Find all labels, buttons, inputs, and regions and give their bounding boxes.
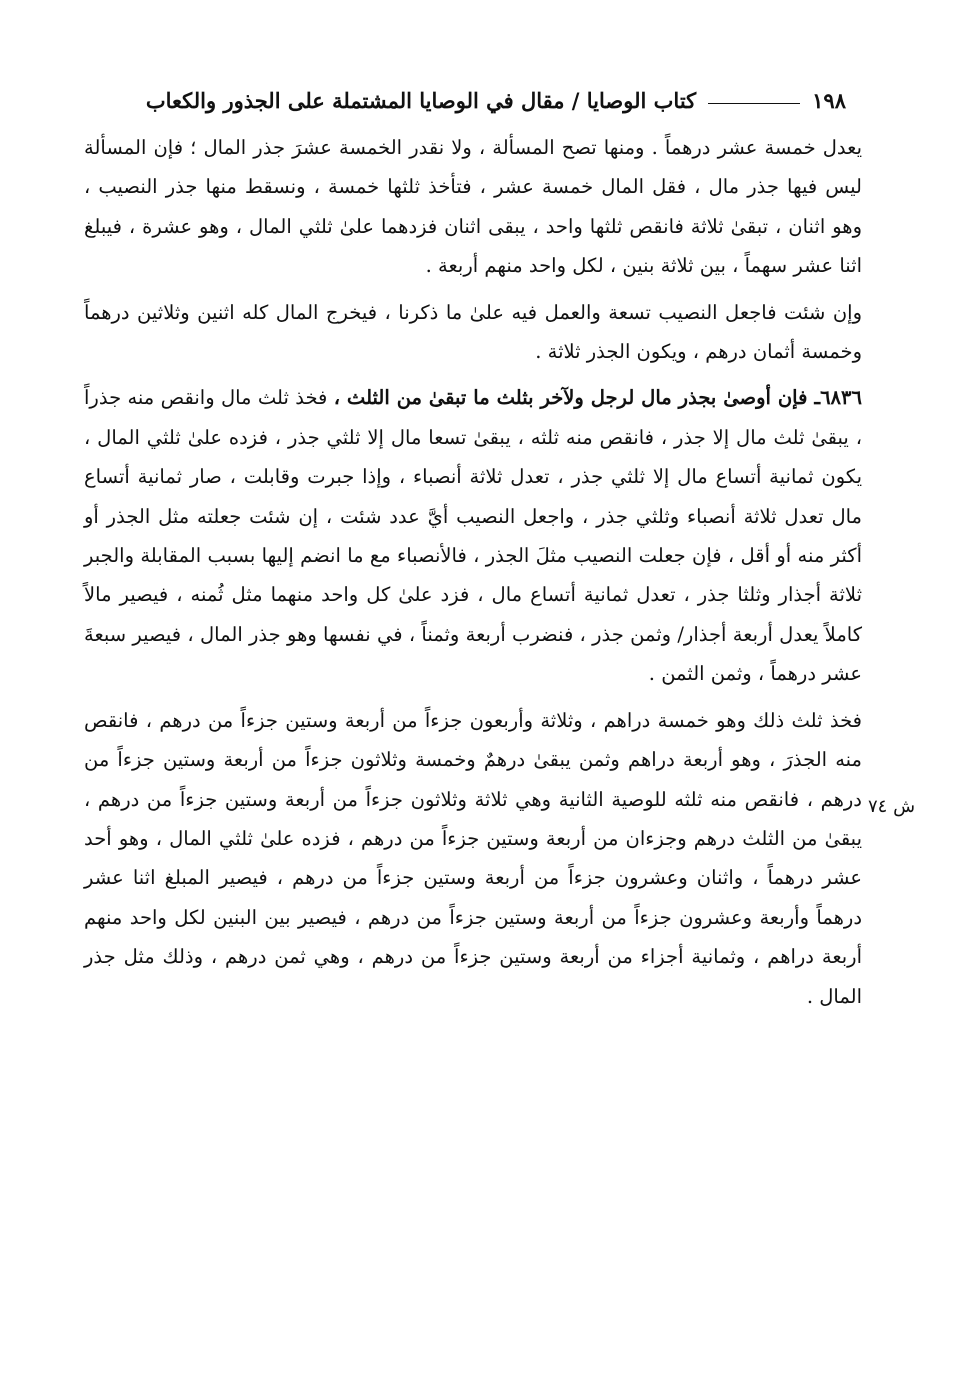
paragraph: يعدل خمسة عشر درهماً . ومنها تصح المسألة ، ولا نقدر الخمسة عشرَ جذر المال ؛ فإن المسألة ليس فيها جذر مال ، فقل المال خمسة عشر ، فتأخذ ثلثها خمسة ، ونسقط منها جذر النصيب ، وهو اثنان ، تبقىٰ ثلاثة فانقص ثلثها واحد ، يبقى اثنان فزدهما علىٰ ثلثي المال ، وهو عشرة ، فيبلغ اثنا عشر سهماً ، بين ثلاثة بنين ، لكل واحد منهم أربعة . xyxy=(84,136,862,278)
page-body xyxy=(84,128,862,1016)
page-number: ١٩٨ xyxy=(812,87,846,113)
paragraph: وإن شئت فاجعل النصيب تسعة والعمل فيه علىٰ ما ذكرنا ، فيخرج المال كله اثنين وثلاثين درهماً وخمسة أثمان درهم ، ويكون الجذر ثلاثة . xyxy=(84,300,862,364)
problem-heading: ٦٨٣٦ـ فإن أوصىٰ بجذر مال لرجل ولآخر بثلث ما تبقىٰ من الثلث ، xyxy=(333,386,862,410)
margin-note: ش ٧٤ xyxy=(868,796,916,817)
header-rule xyxy=(708,103,800,104)
paragraph: فخذ ثلث ذلك وهو خمسة دراهم ، وثلاثة وأربعون جزءاً من أربعة وستين جزءاً من درهم ، فانقص منه الجذرَ ، وهو أربعة دراهم وثمن يبقىٰ درهمٌ وخمسة وثلاثون جزءاً من أربعة وستين جزءاً من درهم ، فانقص منه ثلثه للوصية الثانية وهي ثلاثة وثلاثون جزءاً من أربعة وستين جزءاً من درهم ، يبقىٰ من الثلث درهم وجزءان من أربعة وستين جزءاً من درهم ، فزده علىٰ ثلثي المال ، وهو أحد عشر درهماً ، واثنان وعشرون جزءاً من أربعة وستين جزءاً من درهم ، فيصير المبلغ اثنا عشر درهماً وأربعة وعشرون جزءاً من أربعة وستين جزءاً من درهم ، فيصير بين البنين لكل واحد منهم أربعة دراهم ، وثمانية أجزاء من أربعة وستين جزءاً من درهم ، وهي ثمن درهم ، وذلك مثل جذر المال . xyxy=(84,708,862,1008)
problem-text: فخذ ثلث مال وانقص منه جذراً ، يبقىٰ ثلث مال إلا جذر ، فانقص منه ثلثه ، يبقىٰ تسعا مال إلا ثلثي جذر ، فزده علىٰ ثلثي المال ، يكون ثمانية أتساع مال إلا ثلثي جذر ، تعدل ثلاثة أنصباء ، وإذا جبرت وقابلت ، صار ثمانية أتساع مال تعدل ثلاثة أنصباء وثلثي جذر ، واجعل النصيب أيَّ عدد شئت ، إن شئت جعلته مثل الجذر أو أكثر منه أو أقل ، فإن جعلت النصيب مثلَ الجذر ، فالأنصباء مع ما انضم إليها بسبب المقابلة والجبر ثلاثة أجذار وثلثا جذر ، تعدل ثمانية أتساع مال ، فزد علىٰ كل واحد منهما مثل ثُمنه ، فيصير مالاً كاملاً يعدل أربعة أجذار/ وثمن جذر ، فنضرب أربعة وثمناً ، في نفسها وهو جذر المال ، فيصير سبعةَ عشر درهماً ، وثمن الثمن . xyxy=(84,386,862,686)
header-title: كتاب الوصايا / مقال في الوصايا المشتملة على الجذور والكعاب xyxy=(145,87,697,113)
paragraph xyxy=(84,378,862,693)
running-header xyxy=(84,78,846,122)
